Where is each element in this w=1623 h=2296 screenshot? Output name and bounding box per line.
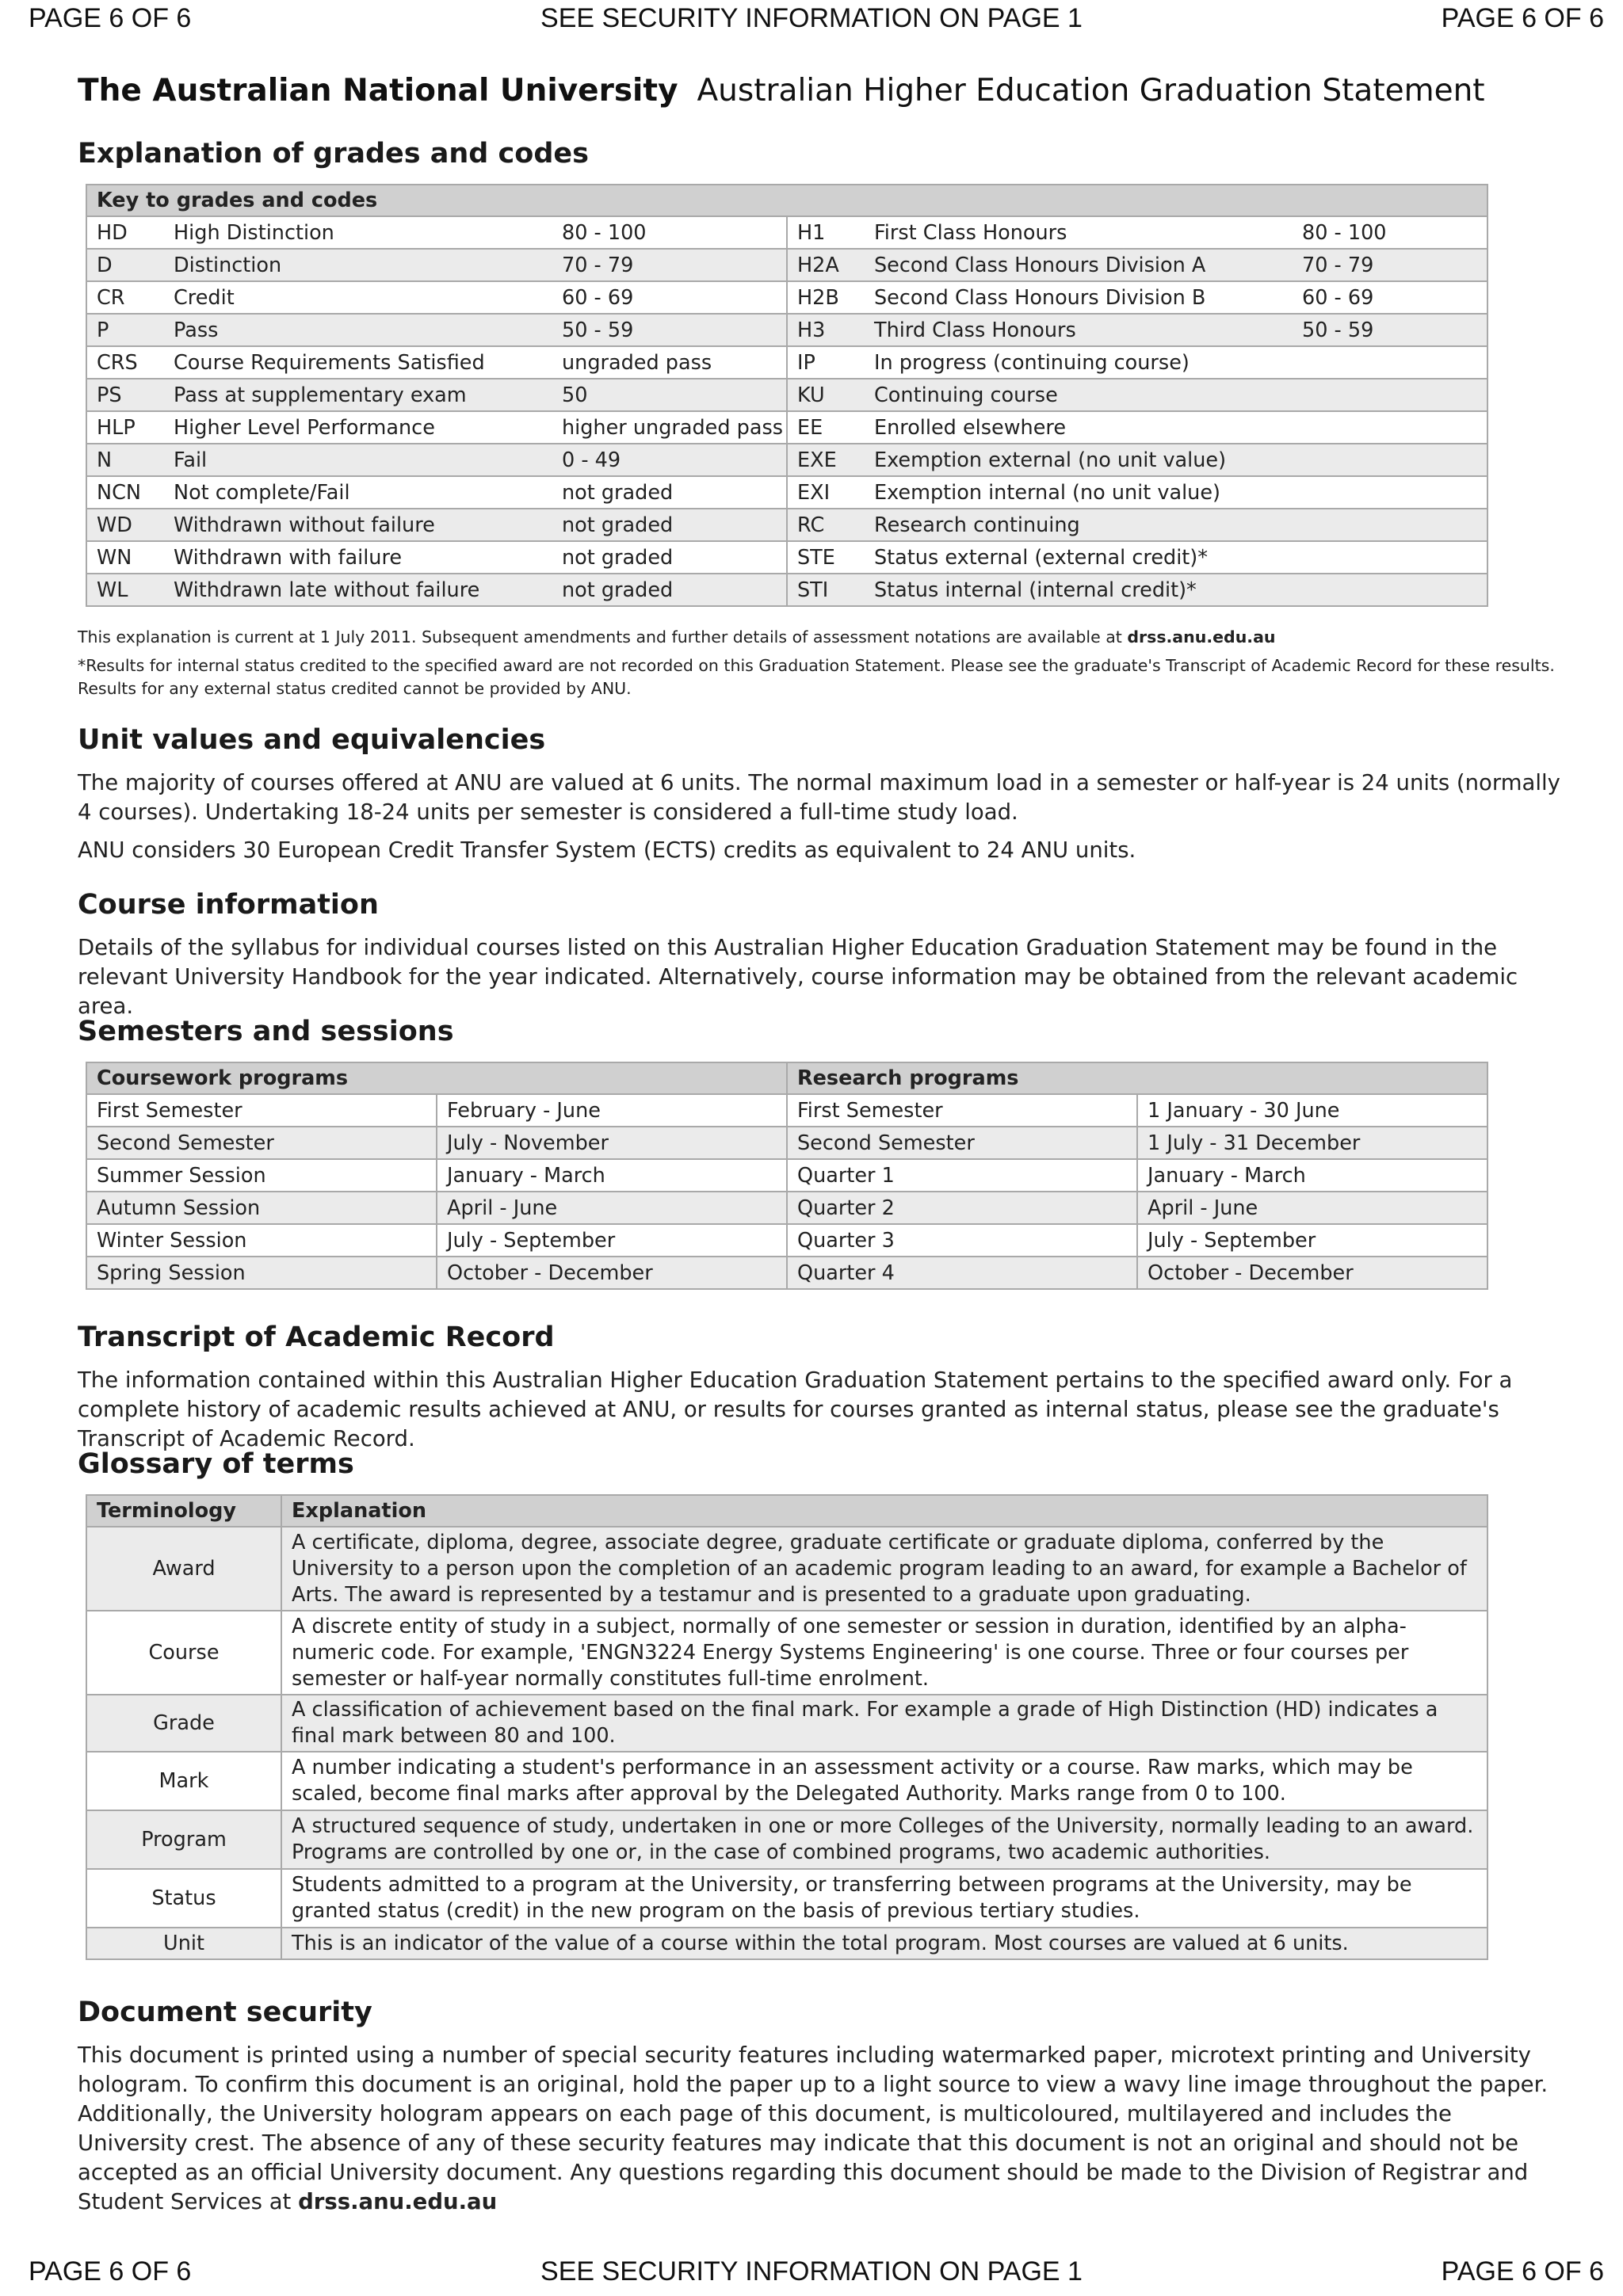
honours-desc: Research continuing: [865, 509, 1293, 541]
glossary-explanation: A classification of achievement based on the final mark. For example a grade of High Distinction (HD) indicates a final mark between 80 and 100.: [281, 1695, 1487, 1752]
transcript-heading: Transcript of Academic Record: [78, 1322, 555, 1353]
semester-row: [86, 1257, 1487, 1289]
coursework-session: First Semester: [86, 1094, 437, 1127]
glossary-term: Mark: [86, 1752, 281, 1810]
grade-row: [86, 281, 1487, 314]
honours-code: H3: [787, 314, 865, 346]
research-period: 1 January - 30 June: [1137, 1094, 1487, 1127]
units-paragraph-2: ANU considers 30 European Credit Transfer System (ECTS) credits as equivalent to 24 ANU units.: [78, 837, 1136, 863]
units-paragraph-1: The majority of courses offered at ANU are valued at 6 units. The normal maximum load in a semester or half-year is 24 units (normally 4 courses). Undertaking 18-24 units per semester is considered a full-time study load.: [78, 770, 1560, 825]
glossary-term: Unit: [86, 1928, 281, 1959]
honours-code: RC: [787, 509, 865, 541]
grade-range: 80 - 100: [552, 216, 787, 249]
grade-code: WD: [86, 509, 164, 541]
honours-range: 60 - 69: [1293, 281, 1487, 314]
glossary-term: Status: [86, 1869, 281, 1928]
honours-desc: First Class Honours: [865, 216, 1293, 249]
coursework-period: October - December: [437, 1257, 787, 1289]
semester-row: [86, 1192, 1487, 1224]
research-period: July - September: [1137, 1224, 1487, 1257]
honours-code: EXI: [787, 476, 865, 509]
grade-range: not graded: [552, 476, 787, 509]
coursework-period: July - November: [437, 1127, 787, 1159]
honours-code: KU: [787, 379, 865, 411]
grade-desc: Course Requirements Satisfied: [164, 346, 552, 379]
honours-range: [1293, 476, 1487, 509]
coursework-period: July - September: [437, 1224, 787, 1257]
grade-code: CR: [86, 281, 164, 314]
coursework-session: Spring Session: [86, 1257, 437, 1289]
honours-range: [1293, 541, 1487, 574]
terminology-header: Terminology: [86, 1495, 281, 1527]
research-session: Quarter 4: [787, 1257, 1137, 1289]
grade-row: [86, 314, 1487, 346]
coursework-session: Autumn Session: [86, 1192, 437, 1224]
grade-desc: Withdrawn late without failure: [164, 574, 552, 606]
grade-row: [86, 249, 1487, 281]
glossary-row: [86, 1869, 1487, 1928]
course-heading: Course information: [78, 889, 379, 921]
grade-row: [86, 574, 1487, 606]
glossary-row: [86, 1611, 1487, 1695]
research-session: First Semester: [787, 1094, 1137, 1127]
honours-range: [1293, 411, 1487, 444]
honours-range: 80 - 100: [1293, 216, 1487, 249]
grade-desc: Not complete/Fail: [164, 476, 552, 509]
grade-code: N: [86, 444, 164, 476]
security-heading: Document security: [78, 1997, 372, 2028]
glossary-row: [86, 1527, 1487, 1611]
honours-code: EE: [787, 411, 865, 444]
research-period: April - June: [1137, 1192, 1487, 1224]
honours-range: [1293, 444, 1487, 476]
units-heading: Unit values and equivalencies: [78, 724, 546, 756]
honours-range: [1293, 509, 1487, 541]
grade-row: [86, 541, 1487, 574]
glossary-term: Course: [86, 1611, 281, 1695]
page-number-top-left: PAGE 6 OF 6: [29, 3, 192, 33]
research-period: 1 July - 31 December: [1137, 1127, 1487, 1159]
grade-row: [86, 444, 1487, 476]
grade-desc: Fail: [164, 444, 552, 476]
coursework-session: Second Semester: [86, 1127, 437, 1159]
grade-desc: High Distinction: [164, 216, 552, 249]
honours-range: [1293, 379, 1487, 411]
security-notice-top: SEE SECURITY INFORMATION ON PAGE 1: [540, 3, 1083, 33]
coursework-period: April - June: [437, 1192, 787, 1224]
grade-desc: Withdrawn without failure: [164, 509, 552, 541]
research-session: Second Semester: [787, 1127, 1137, 1159]
grade-code: P: [86, 314, 164, 346]
grade-desc: Withdrawn with failure: [164, 541, 552, 574]
grades-table: [86, 184, 1488, 607]
semesters-heading: Semesters and sessions: [78, 1016, 454, 1047]
honours-desc: Second Class Honours Division B: [865, 281, 1293, 314]
grade-range: 70 - 79: [552, 249, 787, 281]
grade-code: D: [86, 249, 164, 281]
security-notice-bottom: SEE SECURITY INFORMATION ON PAGE 1: [540, 2256, 1083, 2286]
grade-desc: Distinction: [164, 249, 552, 281]
grade-row: [86, 379, 1487, 411]
honours-desc: Status internal (internal credit)*: [865, 574, 1293, 606]
semesters-table: [86, 1062, 1488, 1290]
grade-range: not graded: [552, 509, 787, 541]
grade-code: HLP: [86, 411, 164, 444]
honours-code: IP: [787, 346, 865, 379]
grade-range: not graded: [552, 541, 787, 574]
grade-range: not graded: [552, 574, 787, 606]
glossary-term: Grade: [86, 1695, 281, 1752]
security-paragraph: This document is printed using a number of special security features including watermarked paper, microtext printing and University hologram. To confirm this document is an original, hold the paper up to a light source to view a wavy line image throughout the paper. Additionally, the University hologram appears on each page of this document, is multicoloured, multilayered and includes the University crest. The absence of any of these security features may indicate that this document is not an original and should not be accepted as an official University document. Any questions regarding this document should be made to the Division of Registrar and Student Services at drss.anu.edu.au: [78, 2042, 1549, 2214]
grade-row: [86, 411, 1487, 444]
transcript-paragraph: The information contained within this Australian Higher Education Graduation Statement pertains to the specified award only. For a complete history of academic results achieved at ANU, or results for courses granted as internal status, please see the graduate's Transcript of Academic Record.: [78, 1367, 1513, 1451]
glossary-explanation: This is an indicator of the value of a course within the total program. Most courses are valued at 6 units.: [281, 1928, 1487, 1959]
page-number-top-right: PAGE 6 OF 6: [1441, 3, 1604, 33]
research-session: Quarter 1: [787, 1159, 1137, 1192]
research-header: Research programs: [787, 1062, 1487, 1094]
grade-range: 50 - 59: [552, 314, 787, 346]
research-session: Quarter 2: [787, 1192, 1137, 1224]
explanation-header: Explanation: [281, 1495, 1487, 1527]
statement-name: Australian Higher Education Graduation Statement: [697, 73, 1485, 109]
honours-desc: Continuing course: [865, 379, 1293, 411]
honours-desc: Status external (external credit)*: [865, 541, 1293, 574]
grade-range: higher ungraded pass: [552, 411, 787, 444]
grade-row: [86, 509, 1487, 541]
grade-code: WN: [86, 541, 164, 574]
coursework-header: Coursework programs: [86, 1062, 787, 1094]
grades-heading: Explanation of grades and codes: [78, 138, 589, 170]
semester-row: [86, 1224, 1487, 1257]
grade-row: [86, 346, 1487, 379]
glossary-term: Award: [86, 1527, 281, 1611]
grade-range: 60 - 69: [552, 281, 787, 314]
research-session: Quarter 3: [787, 1224, 1137, 1257]
honours-code: H1: [787, 216, 865, 249]
grade-row: [86, 216, 1487, 249]
semester-row: [86, 1094, 1487, 1127]
coursework-period: January - March: [437, 1159, 787, 1192]
course-paragraph: Details of the syllabus for individual courses listed on this Australian Higher Education Graduation Statement may be found in the relevant University Handbook for the year indicated. Alternatively, course information may be obtained from the relevant academic area.: [78, 935, 1518, 1019]
grades-note: This explanation is current at 1 July 2011. Subsequent amendments and further details of assessment notations are available at drss.anu.edu.au: [78, 627, 1276, 646]
coursework-period: February - June: [437, 1094, 787, 1127]
grade-desc: Pass at supplementary exam: [164, 379, 552, 411]
honours-code: STI: [787, 574, 865, 606]
drss-link-security[interactable]: drss.anu.edu.au: [298, 2189, 498, 2214]
glossary-heading: Glossary of terms: [78, 1448, 354, 1480]
semester-row: [86, 1159, 1487, 1192]
glossary-explanation: Students admitted to a program at the University, or transferring between programs at the University, may be granted status (credit) in the new program on the basis of previous tertiary studies.: [281, 1869, 1487, 1928]
coursework-session: Winter Session: [86, 1224, 437, 1257]
grade-desc: Credit: [164, 281, 552, 314]
grade-code: CRS: [86, 346, 164, 379]
grade-row: [86, 476, 1487, 509]
grade-code: NCN: [86, 476, 164, 509]
glossary-table: [86, 1494, 1488, 1960]
glossary-explanation: A structured sequence of study, undertaken in one or more Colleges of the University, normally leading to an award. Programs are controlled by one or, in the case of combined programs, two academic authorities.: [281, 1810, 1487, 1869]
honours-code: H2A: [787, 249, 865, 281]
research-period: January - March: [1137, 1159, 1487, 1192]
honours-desc: In progress (continuing course): [865, 346, 1293, 379]
grade-desc: Higher Level Performance: [164, 411, 552, 444]
honours-desc: Exemption internal (no unit value): [865, 476, 1293, 509]
grade-code: HD: [86, 216, 164, 249]
drss-link[interactable]: drss.anu.edu.au: [1127, 627, 1276, 646]
research-period: October - December: [1137, 1257, 1487, 1289]
semester-row: [86, 1127, 1487, 1159]
document-title: [78, 73, 1485, 109]
glossary-row: [86, 1695, 1487, 1752]
glossary-explanation: A certificate, diploma, degree, associate degree, graduate certificate or graduate diploma, conferred by the University to a person upon the completion of an academic program leading to an award, for example a Bachelor of Arts. The award is represented by a testamur and is presented to a graduate upon graduating.: [281, 1527, 1487, 1611]
grade-code: WL: [86, 574, 164, 606]
grades-table-title: Key to grades and codes: [86, 185, 1487, 216]
glossary-row: [86, 1928, 1487, 1959]
honours-desc: Exemption external (no unit value): [865, 444, 1293, 476]
honours-desc: Enrolled elsewhere: [865, 411, 1293, 444]
grade-range: 0 - 49: [552, 444, 787, 476]
honours-code: STE: [787, 541, 865, 574]
grade-range: 50: [552, 379, 787, 411]
honours-range: 70 - 79: [1293, 249, 1487, 281]
honours-range: 50 - 59: [1293, 314, 1487, 346]
page-number-bottom-left: PAGE 6 OF 6: [29, 2256, 192, 2286]
honours-range: [1293, 574, 1487, 606]
glossary-term: Program: [86, 1810, 281, 1869]
glossary-row: [86, 1752, 1487, 1810]
honours-range: [1293, 346, 1487, 379]
glossary-row: [86, 1810, 1487, 1869]
glossary-explanation: A discrete entity of study in a subject, normally of one semester or session in duration, identified by an alpha-numeric code. For example, 'ENGN3224 Energy Systems Engineering' is one course. Three or four courses per semester or half-year normally constitutes full-time enrolment.: [281, 1611, 1487, 1695]
honours-code: EXE: [787, 444, 865, 476]
honours-desc: Third Class Honours: [865, 314, 1293, 346]
grade-desc: Pass: [164, 314, 552, 346]
status-footnote: *Results for internal status credited to the specified award are not recorded on this Graduation Statement. Please see the graduate's Transcript of Academic Record for these results. Results for any external status credited cannot be provided by ANU.: [78, 656, 1555, 698]
coursework-session: Summer Session: [86, 1159, 437, 1192]
page-number-bottom-right: PAGE 6 OF 6: [1441, 2256, 1604, 2286]
grade-code: PS: [86, 379, 164, 411]
glossary-explanation: A number indicating a student's performance in an assessment activity or a course. Raw marks, which may be scaled, become final marks after approval by the Delegated Authority. Marks range from 0 to 100.: [281, 1752, 1487, 1810]
grade-range: ungraded pass: [552, 346, 787, 379]
university-name: The Australian National University: [78, 73, 678, 109]
honours-code: H2B: [787, 281, 865, 314]
honours-desc: Second Class Honours Division A: [865, 249, 1293, 281]
